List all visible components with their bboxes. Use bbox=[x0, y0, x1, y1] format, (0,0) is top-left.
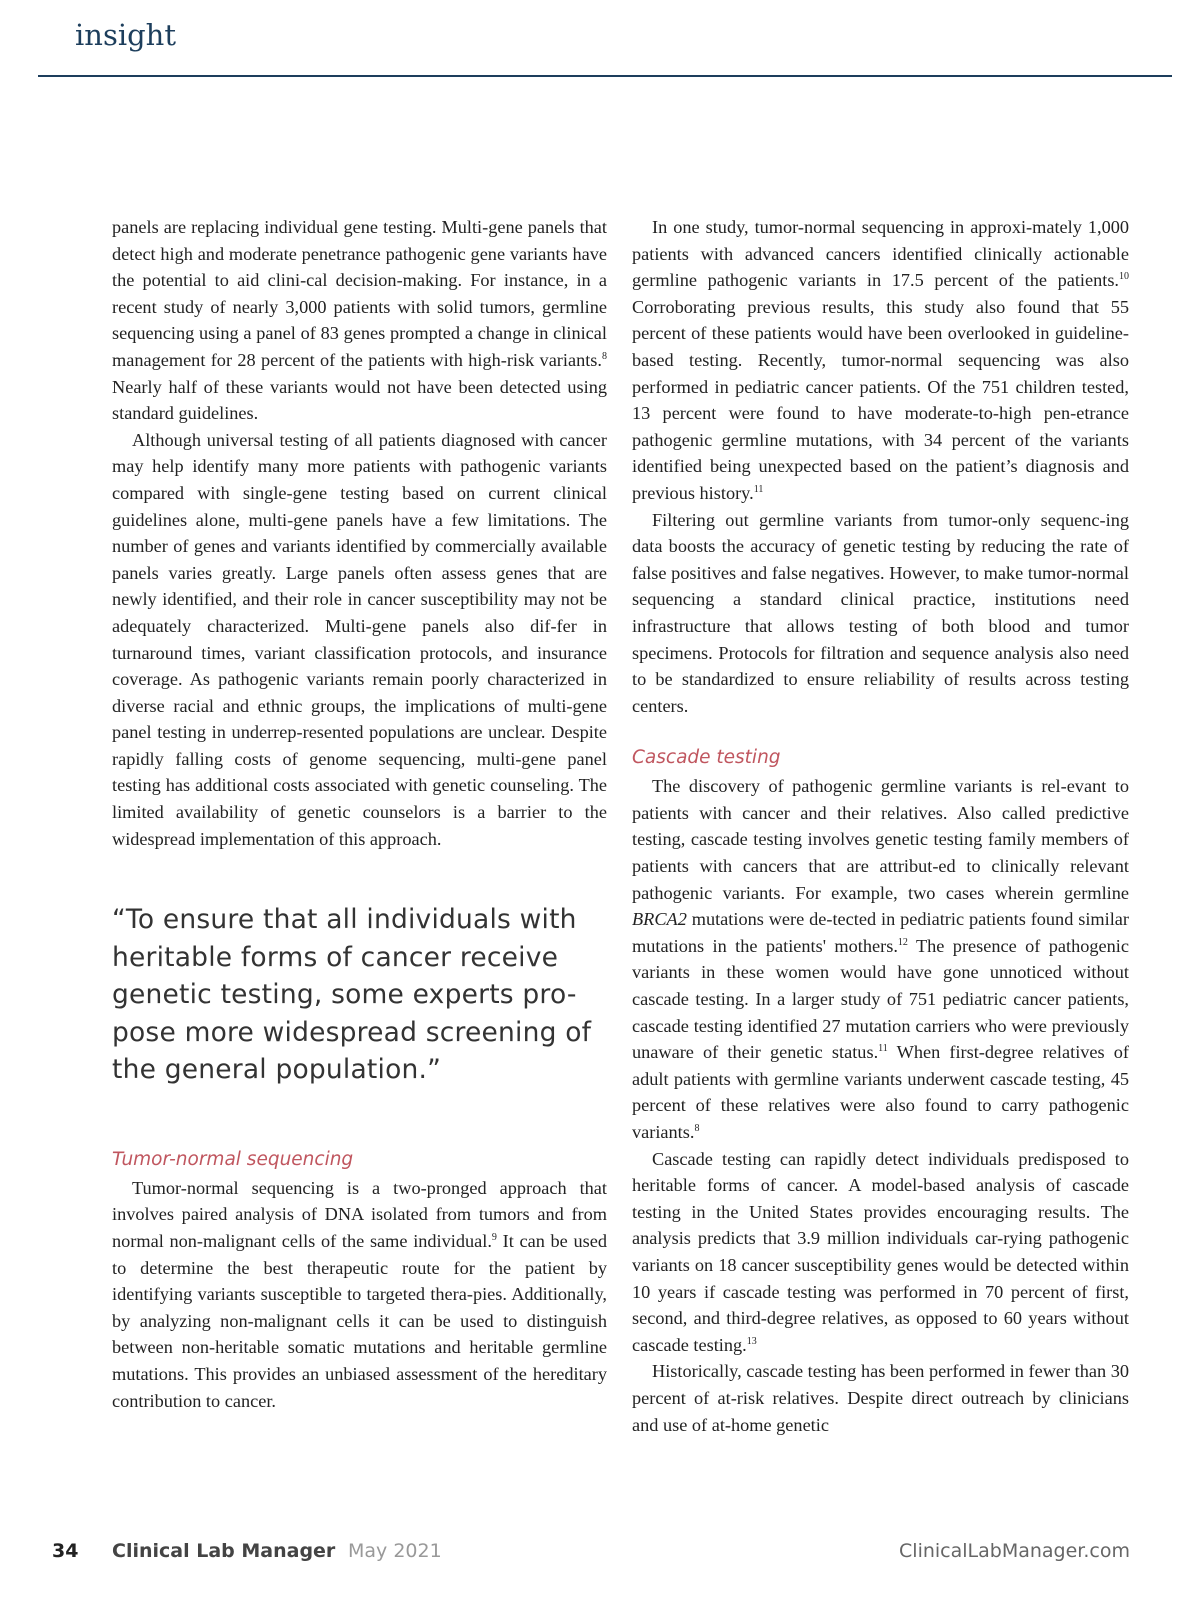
left-column bbox=[112, 214, 607, 1414]
left-paragraph-3 bbox=[112, 1175, 607, 1414]
right-p4-text: Cascade testing can rapidly detect individuals predisposed to heritable forms of cancer. A model-based analysis of cascade testing in the United States provides encouraging results. The analysis predicts that 3.9 million individuals car-rying pathogenic variants on 18 cancer susceptibility genes would be detected within 10 years if cascade testing was performed in 70 percent of first, second, and third-degree relatives, as opposed to 60 years without cascade testing. bbox=[632, 1148, 1129, 1355]
footnote-ref: 9 bbox=[491, 1231, 497, 1243]
right-p1-text: In one study, tumor-normal sequencing in approxi-mately 1,000 patients with advanced cancers identified clinically actionable germline pathogenic variants in 17.5 percent of the patients. bbox=[632, 217, 1129, 291]
right-paragraph-5: Historically, cascade testing has been performed in fewer than 30 percent of at-risk relatives. Despite direct outreach by clinicians and use of at-home genetic bbox=[632, 1361, 1129, 1435]
left-p1-tail: Nearly half of these variants would not have been detected using standard guidelines. bbox=[112, 376, 607, 424]
page-footer bbox=[0, 1540, 1200, 1570]
right-p3-c: The presence of pathogenic variants in these women would have gone unnoticed without cascade testing. In a larger study of 751 pediatric cancer patients, cascade testing identified 27 mutation carriers who were previously unaware of their genetic status. bbox=[632, 935, 1129, 1063]
right-p3-a: The discovery of pathogenic germline variants is rel-evant to patients with cancer and their relatives. Also called predictive testing, cascade testing involves genetic testing family members of patients with cancers that are attribut-ed to clinically relevant pathogenic variants. For example, two cases wherein germline bbox=[632, 776, 1129, 903]
pull-quote: “To ensure that all individuals with heritable forms of cancer receive genetic testing, some experts pro-pose more widespread screening of the general population.” bbox=[112, 904, 592, 1086]
page-number: 34 bbox=[52, 1540, 79, 1562]
right-paragraph-1 bbox=[632, 214, 1129, 507]
left-paragraph-1 bbox=[112, 214, 607, 427]
footnote-ref: 10 bbox=[1119, 271, 1129, 283]
left-p1-text: panels are replacing individual gene testing. Multi-gene panels that detect high and moderate penetrance pathogenic gene variants have the potential to aid clini-cal decision-making. For instance, in a recent study of nearly 3,000 patients with solid tumors, germline sequencing using a panel of 83 genes prompted a change in clinical management for 28 percent of the patients with high-risk variants. bbox=[112, 217, 607, 370]
footnote-ref: 11 bbox=[753, 483, 764, 495]
subhead-cascade-testing: Cascade testing bbox=[632, 747, 781, 769]
right-p3-d: When first-degree relatives of adult patients with germline variants underwent cascade testing, 45 percent of these relatives were also found to carry pathogenic variants. bbox=[632, 1042, 1129, 1142]
section-label: insight bbox=[75, 18, 177, 52]
issue-date: May 2021 bbox=[348, 1540, 442, 1562]
right-p1-tail: Corroborating previous results, this study also found that 55 percent of these patients would have been overlooked in guideline-based testing. Recently, tumor-normal sequencing was also performed in pediatric cancer patients. Of the 751 children tested, 13 percent were found to have moderate-to-high pen-etrance pathogenic germline mutations, with 34 percent of the variants identified being unexpected based on the patient’s diagnosis and previous history. bbox=[632, 296, 1129, 503]
footnote-ref: 8 bbox=[694, 1122, 700, 1134]
left-p3-tail: It can be used to determine the best therapeutic route for the patient by identifying variants susceptible to targeted thera-pies. Additionally, by analyzing non-malignant cells it can be used to distinguish between non-heritable somatic mutations and heritable germline mutations. This provides an unbiased assessment of the hereditary contribution to cancer. bbox=[112, 1230, 607, 1411]
header-divider bbox=[38, 75, 1172, 77]
footnote-ref: 11 bbox=[878, 1043, 888, 1055]
right-paragraph-2: Filtering out germline variants from tumor-only sequenc-ing data boosts the accuracy of genetic testing by reducing the rate of false positives and false negatives. However, to make tumor-normal sequencing a standard clinical practice, institutions need infrastructure that allows testing of both blood and tumor specimens. Protocols for filtration and sequence analysis also need to be standardized to ensure reliability of results across testing centers. bbox=[632, 509, 1129, 716]
subhead-tumor-normal: Tumor-normal sequencing bbox=[112, 1148, 354, 1170]
magazine-name: Clinical Lab Manager bbox=[112, 1540, 336, 1562]
right-paragraph-4 bbox=[632, 1146, 1129, 1359]
footnote-ref: 12 bbox=[897, 936, 908, 948]
right-column bbox=[632, 214, 1129, 1438]
right-p3-b: mutations were de-tected in pediatric patients found similar mutations in the patients' mothers. bbox=[632, 909, 1129, 956]
left-paragraph-2: Although universal testing of all patients diagnosed with cancer may help identify many more patients with pathogenic variants compared with single-gene testing based on current clinical guidelines alone, multi-gene panels have a few limitations. The number of genes and variants identified by commercially available panels varies greatly. Large panels often assess genes that are newly identified, and their role in cancer susceptibility may not be adequately characterized. Multi-gene panels also dif-fer in turnaround times, variant classification protocols, and insurance coverage. As pathogenic variants remain poorly characterized in diverse racial and ethnic groups, the implications of multi-gene panel testing in underrep-resented populations are unclear. Despite rapidly falling costs of genome sequencing, multi-gene panel testing has additional costs associated with genetic counseling. The limited availability of genetic counselors is a barrier to the widespread implementation of this approach. bbox=[112, 429, 607, 849]
footnote-ref: 13 bbox=[746, 1335, 757, 1347]
footnote-ref: 8 bbox=[602, 350, 607, 362]
left-p3-text: Tumor-normal sequencing is a two-pronged approach that involves paired analysis of DNA isolated from tumors and from normal non-malignant cells of the same individual. bbox=[112, 1177, 607, 1251]
right-paragraph-3 bbox=[632, 773, 1129, 1145]
gene-name: BRCA2 bbox=[632, 909, 687, 930]
website-url: ClinicalLabManager.com bbox=[899, 1540, 1130, 1562]
